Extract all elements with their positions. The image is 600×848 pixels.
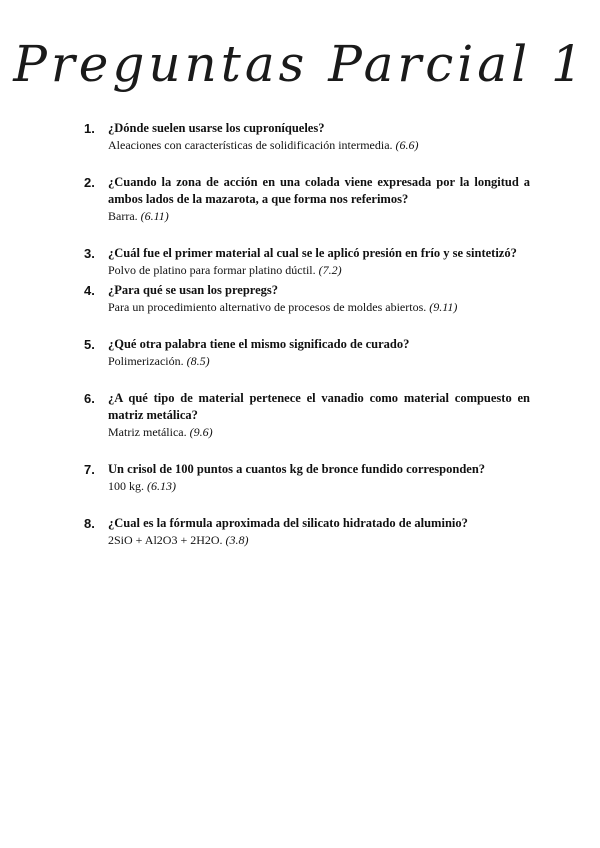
question-item bbox=[84, 390, 530, 441]
question-item bbox=[84, 120, 530, 154]
question-item bbox=[84, 174, 530, 225]
question-item bbox=[84, 461, 530, 495]
answer-body: 2SiO + Al2O3 + 2H2O. bbox=[108, 533, 223, 547]
question-text: Un crisol de 100 puntos a cuantos kg de bronce fundido corresponden? bbox=[108, 462, 486, 476]
answer-reference: (9.6) bbox=[189, 425, 213, 439]
page-title: Preguntas Parcial 1 bbox=[13, 35, 587, 93]
answer-text bbox=[108, 532, 530, 549]
answer-reference: (7.2) bbox=[318, 263, 342, 277]
answer-text bbox=[108, 353, 530, 370]
question-text: ¿Qué otra palabra tiene el mismo significado de curado? bbox=[108, 337, 410, 351]
question-text: ¿Para qué se usan los prepregs? bbox=[108, 283, 279, 297]
answer-body: Barra. bbox=[108, 209, 138, 223]
question-item bbox=[84, 515, 530, 549]
question-number: 2. bbox=[84, 175, 95, 190]
question-item bbox=[84, 336, 530, 370]
question-text: ¿Dónde suelen usarse los cuproníqueles? bbox=[108, 121, 325, 135]
question-text: ¿Cuando la zona de acción en una colada viene expresada por la longitud a ambos lados de la mazarota, a que forma nos referimos? bbox=[108, 175, 530, 206]
answer-reference: (8.5) bbox=[186, 354, 210, 368]
question-item bbox=[84, 245, 530, 279]
question-text: ¿A qué tipo de material pertenece el vanadio como material compuesto en matriz metálica? bbox=[108, 391, 530, 422]
question-text: ¿Cuál fue el primer material al cual se le aplicó presión en frío y se sintetizó? bbox=[108, 246, 517, 260]
answer-body: Polvo de platino para formar platino dúctil. bbox=[108, 263, 316, 277]
answer-text bbox=[108, 262, 530, 279]
answer-reference: (6.6) bbox=[395, 138, 419, 152]
answer-reference: (9.11) bbox=[429, 300, 458, 314]
answer-text bbox=[108, 208, 530, 225]
answer-reference: (6.11) bbox=[140, 209, 169, 223]
question-list bbox=[84, 120, 530, 549]
question-number: 1. bbox=[84, 121, 95, 136]
answer-reference: (3.8) bbox=[225, 533, 249, 547]
answer-text bbox=[108, 424, 530, 441]
question-text: ¿Cual es la fórmula aproximada del silicato hidratado de aluminio? bbox=[108, 516, 468, 530]
answer-body: 100 kg. bbox=[108, 479, 144, 493]
answer-body: Para un procedimiento alternativo de procesos de moldes abiertos. bbox=[108, 300, 427, 314]
question-number: 6. bbox=[84, 391, 95, 406]
question-number: 3. bbox=[84, 246, 95, 261]
question-item bbox=[84, 282, 530, 316]
question-number: 7. bbox=[84, 462, 95, 477]
answer-body: Aleaciones con características de solidificación intermedia. bbox=[108, 138, 393, 152]
answer-body: Matriz metálica. bbox=[108, 425, 187, 439]
answer-reference: (6.13) bbox=[147, 479, 176, 493]
question-number: 8. bbox=[84, 516, 95, 531]
answer-text bbox=[108, 137, 530, 154]
question-number: 5. bbox=[84, 337, 95, 352]
answer-text bbox=[108, 299, 530, 316]
answer-text bbox=[108, 478, 530, 495]
question-number: 4. bbox=[84, 283, 95, 298]
answer-body: Polimerización. bbox=[108, 354, 184, 368]
